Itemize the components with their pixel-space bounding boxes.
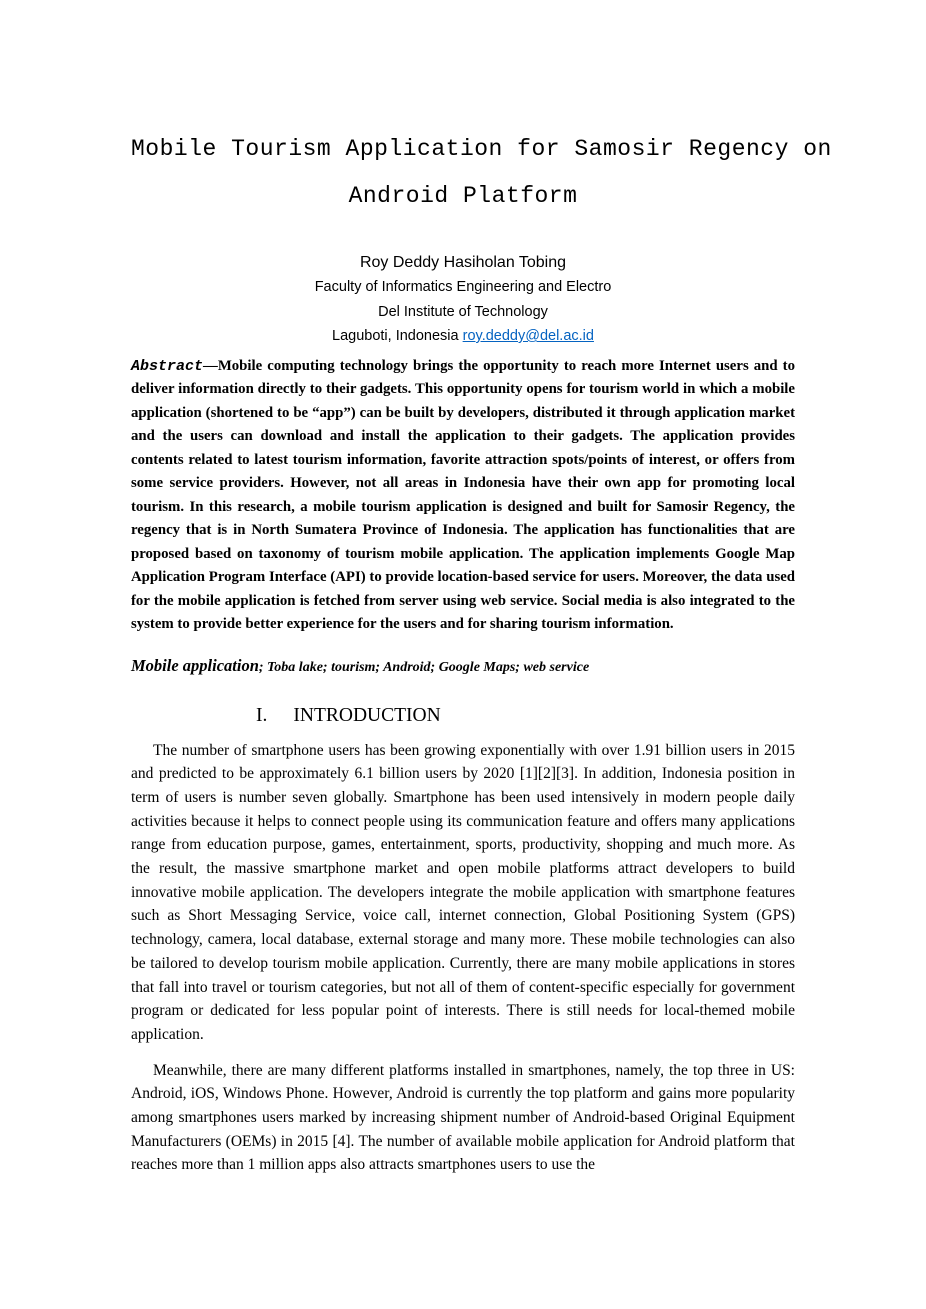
keywords-line [131, 655, 795, 679]
paper-title-line-2: Android Platform [348, 183, 578, 209]
abstract-text: Mobile computing technology brings the opportunity to reach more Internet users and to deliver information directly to their gadgets. This opportunity opens for tourism world in which a mobile application (shortened to be “app”) can be built by developers, distributed it through application market and the users can download and install the application to their gadgets. The application provides contents related to latest tourism information, favorite attraction spots/points of interest, or offers from some service providers. However, not all areas in Indonesia have their own app for promoting local tourism. In this research, a mobile tourism application is designed and built for Samosir Regency, the regency that is in North Sumatera Province of Indonesia. The application has functionalities that are proposed based on taxonomy of tourism mobile application. The application implements Google Map Application Program Interface (API) to provide location-based service for users. Moreover, the data used for the mobile application is fetched from server using web service. Social media is also integrated to the system to provide better experience for the users and for sharing tourism information. [131, 357, 795, 632]
abstract-paragraph [131, 355, 795, 637]
author-contact-line [131, 324, 795, 349]
section-title: INTRODUCTION [293, 704, 441, 726]
paper-title-line-1: Mobile Tourism Application for Samosir Regency on [131, 136, 832, 162]
keywords-lead: Mobile application [131, 655, 259, 675]
author-institution: Del Institute of Technology [378, 303, 548, 320]
author-name: Roy Deddy Hasiholan Tobing [359, 254, 567, 271]
author-location: Laguboti, Indonesia [332, 328, 459, 344]
abstract-dash: — [203, 357, 218, 374]
keywords-rest: ; Toba lake; tourism; Android; Google Maps; web service [258, 659, 590, 675]
intro-paragraph-1: The number of smartphone users has been growing exponentially with over 1.91 billion users in 2015 and predicted to be approximately 6.1 billion users by 2020 [1][2][3]. In addition, Indonesia position in term of users is number seven globally. Smartphone has been used intensively in modern people daily activities because it helps to connect people using its communication feature and offers many applications range from education purpose, games, entertainment, sports, productivity, shopping and much more. As the result, the massive smartphone market and open mobile platforms attract developers to build innovative mobile application. The developers integrate the mobile application with smartphone features such as Short Messaging Service, voice call, internet connection, Global Positioning System (GPS) technology, camera, local database, external storage and many more. These mobile technologies can also be tailored to develop tourism mobile application. Currently, there are many mobile applications in stores that fall into travel or tourism categories, but not all of them of content-specific especially for government program or dedicated for less popular point of interests. There is still needs for local-themed mobile application. [131, 741, 795, 1043]
author-block [131, 250, 795, 349]
author-department: Faculty of Informatics Engineering and Electro [314, 279, 612, 295]
paper-title [131, 0, 832, 220]
abstract-label: Abstract [131, 357, 204, 375]
section-heading-introduction [131, 703, 795, 729]
section-number: I. [256, 704, 268, 726]
intro-paragraph-2: Meanwhile, there are many different platforms installed in smartphones, namely, the top three in US: Android, iOS, Windows Phone. However, Android is currently the top platform and gains more popularity among smartphones users marked by increasing shipment number of Android-based Original Equipment Manufacturers (OEMs) in 2015 [4]. The number of available mobile application for Android platform that reaches more than 1 million apps also attracts smartphones users to use the [131, 1061, 795, 1174]
author-email-link[interactable]: roy.deddy@del.ac.id [462, 328, 594, 344]
